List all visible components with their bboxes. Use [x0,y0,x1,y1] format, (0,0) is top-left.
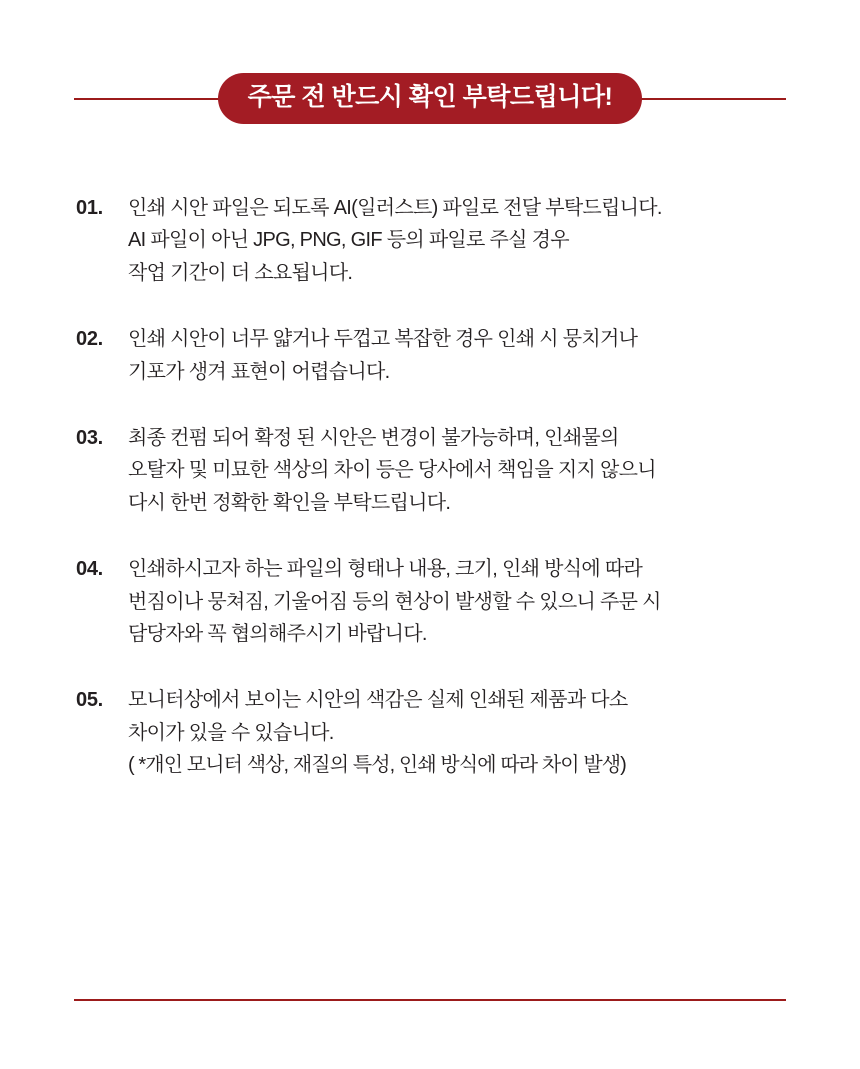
notice-line: 인쇄하시고자 하는 파일의 형태나 내용, 크기, 인쇄 방식에 따라 [128,558,643,581]
notice-line: AI 파일이 아닌 JPG, PNG, GIF 등의 파일로 주실 경우 [128,229,569,252]
page-title-badge: 주문 전 반드시 확인 부탁드립니다! [218,73,643,124]
notice-line: 작업 기간이 더 소요됩니다. [128,261,353,284]
notice-number: 02. [76,328,103,351]
notice-text [128,553,790,650]
notice-number: 03. [76,426,103,449]
list-item [76,422,790,519]
notice-line: 모니터상에서 보이는 시안의 색감은 실제 인쇄된 제품과 다소 [128,689,628,712]
notice-line: 인쇄 시안 파일은 되도록 AI(일러스트) 파일로 전달 부탁드립니다. [128,197,662,219]
list-item [76,323,790,388]
notice-line: 차이가 있을 수 있습니다. [128,721,334,744]
notice-line: 번짐이나 뭉쳐짐, 기울어짐 등의 현상이 발생할 수 있으니 주문 시 [128,590,661,613]
notice-line: 담당자와 꼭 협의해주시기 바랍니다. [128,622,427,645]
notice-line: 다시 한번 정확한 확인을 부탁드립니다. [128,491,451,514]
notice-text [128,684,790,781]
notice-text [128,422,790,519]
notice-line-note: ( *개인 모니터 색상, 재질의 특성, 인쇄 방식에 따라 차이 발생) [128,754,626,777]
list-item [76,684,790,781]
list-item [76,192,790,289]
list-item [76,553,790,650]
notice-text [128,192,790,289]
notice-line: 오탈자 및 미묘한 색상의 차이 등은 당사에서 책임을 지지 않으니 [128,459,656,482]
notice-line: 기포가 생겨 표현이 어렵습니다. [128,360,390,383]
notice-number: 04. [76,558,103,581]
notice-number: 01. [76,197,103,219]
notice-page [0,38,860,1069]
page-header [60,38,800,158]
notice-list [60,192,800,781]
notice-text [128,323,790,388]
footer-divider [74,999,786,1001]
notice-line: 인쇄 시안이 너무 얇거나 두껍고 복잡한 경우 인쇄 시 뭉치거나 [128,328,638,351]
notice-number: 05. [76,689,103,712]
notice-line: 최종 컨펌 되어 확정 된 시안은 변경이 불가능하며, 인쇄물의 [128,426,619,449]
